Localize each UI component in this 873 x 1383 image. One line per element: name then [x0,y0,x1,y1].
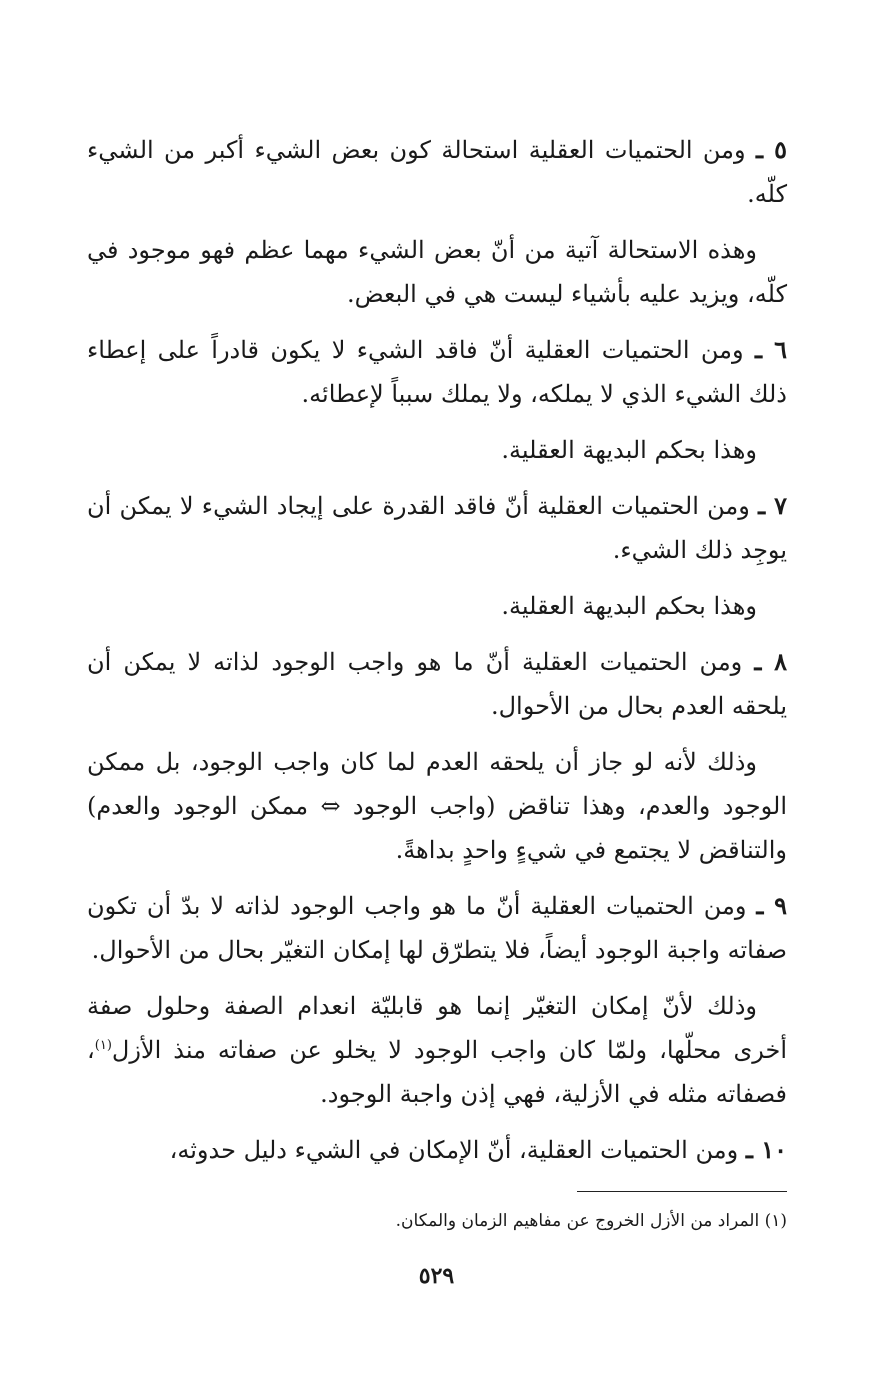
paragraph-text: ومن الحتميات العقلية أنّ ما هو واجب الوجود لذاته لا بدّ أن تكون صفاته واجبة الوجود أيضاً، فلا يتطرّق لها إمكان التغيّر بحال من الأحوال. [87,892,787,964]
paragraph-explanation [87,228,787,316]
paragraph-explanation [87,740,787,872]
paragraph-item-7 [87,484,787,572]
item-number: ٨ ـ [754,647,787,676]
paragraph-item-10 [87,1128,787,1172]
item-number: ٥ ـ [756,135,788,164]
paragraph-item-9 [87,884,787,972]
paragraph-item-6 [87,328,787,416]
paragraph-text: ومن الحتميات العقلية أنّ فاقد الشيء لا يكون قادراً على إعطاء ذلك الشيء الذي لا يملكه، ولا يملك سبباً لإعطائه. [87,336,787,408]
paragraph-text: ومن الحتميات العقلية، أنّ الإمكان في الشيء دليل حدوثه، [169,1136,746,1164]
paragraph-item-8 [87,640,787,728]
item-number: ٦ ـ [754,335,787,364]
paragraph-explanation [87,984,787,1116]
paragraph-text: ، فصفاته مثله في الأزلية، فهي إذن واجبة الوجود. [87,1036,787,1108]
paragraph-text: وهذا بحكم البديهة العقلية. [501,592,757,620]
paragraph-explanation [87,584,787,628]
footnote-text: (١) المراد من الأزل الخروج عن مفاهيم الزمان والمكان. [395,1211,787,1231]
footnote-divider [577,1191,787,1192]
paragraph-explanation [87,428,787,472]
paragraph-text: وذلك لأنه لو جاز أن يلحقه العدم لما كان واجب الوجود، بل ممكن الوجود والعدم، وهذا تناقض (واجب الوجود ⇔ ممكن الوجود والعدم) والتناقض لا يجتمع في شيءٍ واحدٍ بداهةً. [87,748,788,864]
footnote-reference[interactable]: (١) [94,1038,112,1053]
paragraph-text: وهذه الاستحالة آتية من أنّ بعض الشيء مهما عظم فهو موجود في كلّه، ويزيد عليه بأشياء ليست هي في البعض. [87,236,787,308]
item-number: ١٠ ـ [745,1135,787,1164]
footnote [87,1206,787,1236]
paragraph-item-5 [87,128,787,216]
paragraph-text: ومن الحتميات العقلية أنّ فاقد القدرة على إيجاد الشيء لا يمكن أن يوجِد ذلك الشيء. [87,492,787,564]
paragraph-text: وذلك لأنّ إمكان التغيّر إنما هو قابليّة انعدام الصفة وحلول صفة أخرى محلّها، ولمّا كان واجب الوجود لا يخلو عن صفاته منذ الأزل [87,992,787,1064]
paragraph-text: ومن الحتميات العقلية أنّ ما هو واجب الوجود لذاته لا يمكن أن يلحقه العدم بحال من الأحوال. [87,648,787,720]
item-number: ٩ ـ [756,891,788,920]
paragraph-text: وهذا بحكم البديهة العقلية. [501,436,757,464]
item-number: ٧ ـ [758,491,787,520]
page-body [87,128,787,1184]
page-number: ٥٢٩ [418,1263,455,1289]
paragraph-text: ومن الحتميات العقلية استحالة كون بعض الشيء أكبر من الشيء كلّه. [87,136,787,208]
